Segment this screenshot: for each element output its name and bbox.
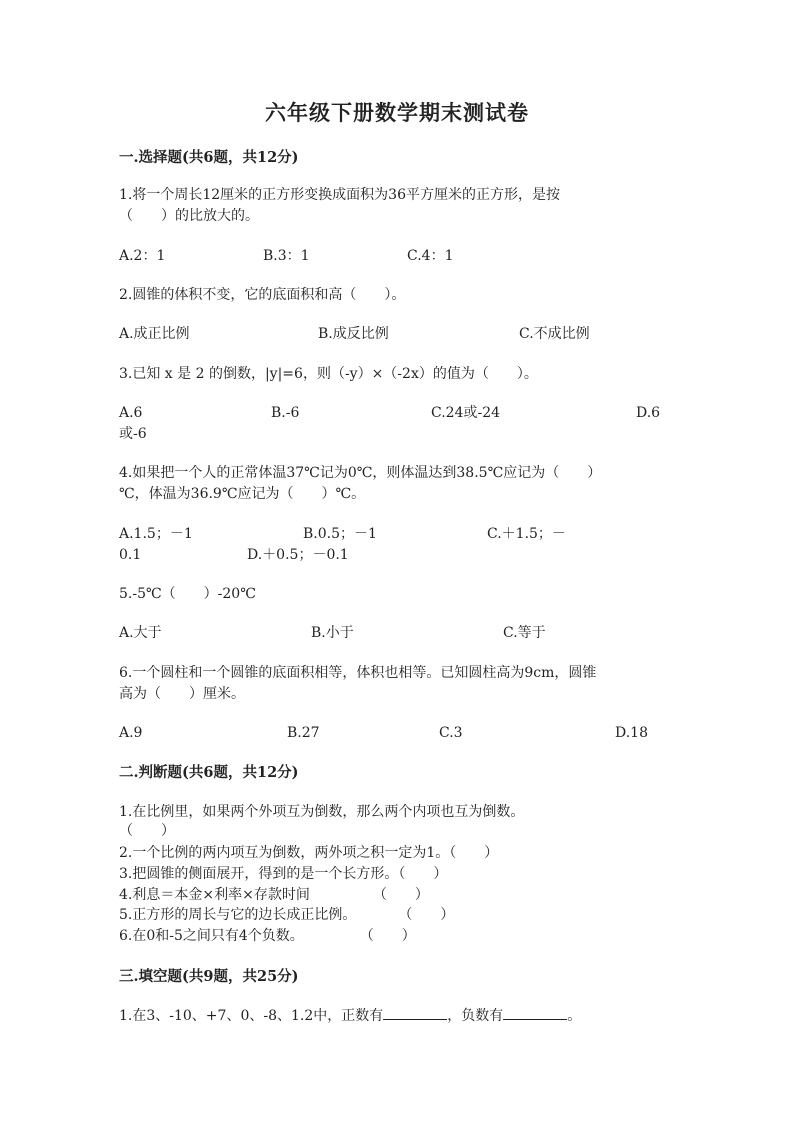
choice-q5-option-a: A.大于 — [119, 625, 162, 641]
judge-q5: 5.正方形的周长与它的边长成正比例。 （ ） — [119, 907, 455, 923]
choice-q3-option-b: B.-6 — [271, 405, 300, 421]
fill-q1-text-mid: ，负数有 — [447, 1008, 504, 1024]
choice-q4-option-c-cont: 0.1 — [119, 547, 142, 563]
judge-q1-line1: 1.在比例里，如果两个外项互为倒数，那么两个内项也互为倒数。 — [119, 804, 525, 820]
choice-q1-option-c: C.4：1 — [407, 248, 454, 264]
judge-q4: 4.利息＝本金×利率×存款时间 （ ） — [119, 887, 429, 903]
choice-q3-option-a: A.6 — [119, 405, 143, 421]
judge-q6: 6.在0和-5之间只有4个负数。 （ ） — [119, 928, 416, 944]
choice-q4-stem-line2: ℃，体温为36.9℃应记为（ ）℃。 — [119, 486, 366, 502]
choice-q4-option-b: B.0.5；－1 — [303, 526, 377, 542]
fill-q1-blank-positive[interactable] — [383, 1005, 447, 1020]
choice-q2-option-b: B.成反比例 — [318, 326, 389, 342]
fill-q1-text-pre: 1.在3、-10、+7、0、-8、1.2中，正数有 — [119, 1008, 384, 1024]
choice-q2-option-a: A.成正比例 — [119, 326, 190, 342]
choice-q4-stem-line1: 4.如果把一个人的正常体温37℃记为0℃，则体温达到38.5℃应记为（ ） — [119, 465, 602, 481]
fill-q1-text-end: 。 — [567, 1008, 582, 1024]
judge-q3: 3.把圆锥的侧面展开，得到的是一个长方形。（ ） — [119, 866, 448, 882]
choice-q4-option-c: C.＋1.5；－ — [487, 526, 566, 542]
choice-q2-stem: 2.圆锥的体积不变，它的底面积和高（ ）。 — [119, 287, 406, 303]
page-title: 六年级下册数学期末测试卷 — [265, 100, 529, 125]
choice-q1-option-a: A.2：1 — [119, 248, 166, 264]
choice-q1-stem-line2: （ ）的比放大的。 — [119, 208, 259, 224]
choice-q6-stem-line2: 高为（ ）厘米。 — [119, 686, 245, 702]
choice-q6-option-b: B.27 — [287, 725, 320, 741]
section-heading-judge: 二.判断题(共6题，共12分) — [119, 764, 299, 781]
choice-q5-option-b: B.小于 — [311, 625, 354, 641]
choice-q4-option-a: A.1.5；－1 — [119, 526, 193, 542]
choice-q4-option-d: D.＋0.5；－0.1 — [247, 547, 349, 563]
choice-q1-option-b: B.3：1 — [263, 248, 310, 264]
choice-q5-stem: 5.-5℃（ ）-20℃ — [119, 586, 256, 602]
choice-q6-option-d: D.18 — [615, 725, 648, 741]
choice-q6-option-a: A.9 — [119, 725, 143, 741]
judge-q2: 2.一个比例的两内项互为倒数，两外项之积一定为1。（ ） — [119, 845, 499, 861]
choice-q3-option-c: C.24或-24 — [431, 405, 501, 421]
choice-q2-option-c: C.不成比例 — [519, 326, 590, 342]
section-heading-choice: 一.选择题(共6题，共12分) — [119, 149, 299, 166]
section-heading-fill: 三.填空题(共9题，共25分) — [119, 968, 299, 985]
choice-q3-option-d: D.6 — [636, 405, 661, 421]
choice-q6-option-c: C.3 — [439, 725, 463, 741]
choice-q3-stem: 3.已知 x 是 2 的倒数，|y|=6，则（-y）×（-2x）的值为（ ）。 — [119, 366, 538, 382]
choice-q3-option-d-cont: 或-6 — [119, 426, 147, 442]
choice-q5-option-c: C.等于 — [503, 625, 546, 641]
choice-q6-stem-line1: 6.一个圆柱和一个圆锥的底面积相等，体积也相等。已知圆柱高为9cm，圆锥 — [119, 665, 597, 681]
choice-q1-stem-line1: 1.将一个周长12厘米的正方形变换成面积为36平方厘米的正方形，是按 — [119, 187, 560, 203]
judge-q1-line2: （ ） — [119, 823, 175, 839]
fill-q1-blank-negative[interactable] — [503, 1005, 567, 1020]
fill-q1 — [119, 1005, 581, 1027]
